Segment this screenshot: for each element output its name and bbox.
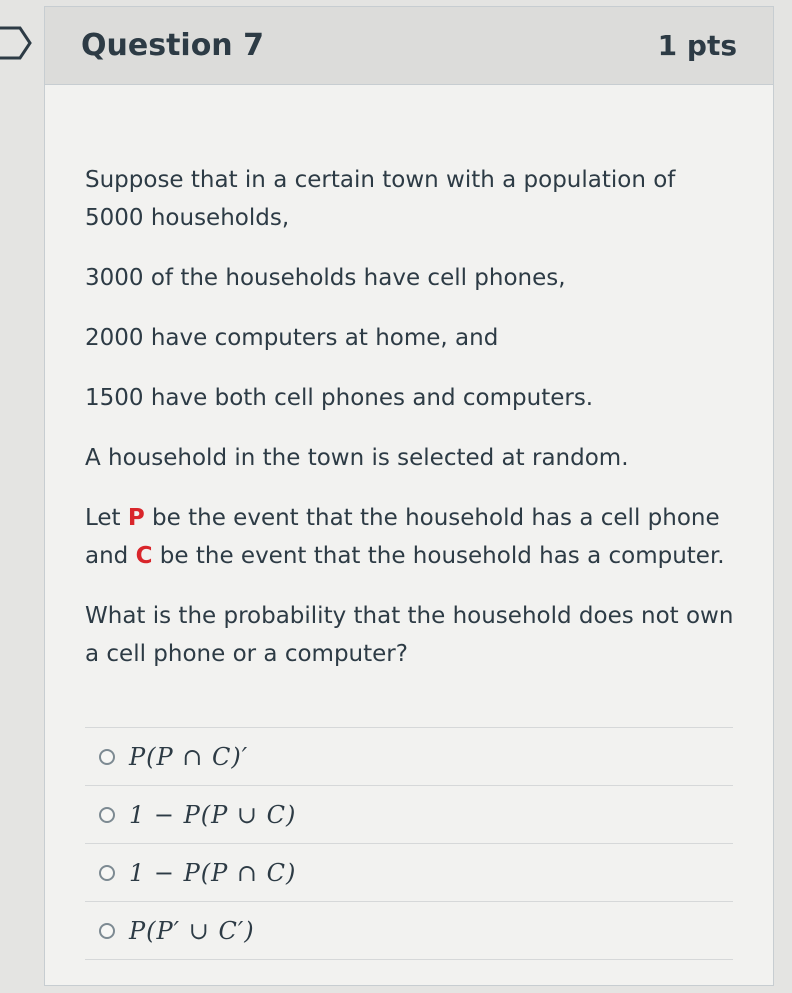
answer-option-3[interactable] <box>85 843 733 901</box>
answer-option-2[interactable] <box>85 785 733 843</box>
flag-question-icon[interactable] <box>0 24 34 62</box>
p6-part-d: be the event that the household has a computer. <box>152 543 725 569</box>
radio-unselected-icon[interactable] <box>99 865 115 881</box>
question-points: 1 pts <box>657 29 737 62</box>
question-text-p6 <box>85 499 737 575</box>
answer-list <box>85 727 733 960</box>
event-p-label: P <box>127 505 145 531</box>
question-card <box>44 6 774 986</box>
answer-label: P(P′ ∪ C′) <box>129 916 255 945</box>
radio-unselected-icon[interactable] <box>99 749 115 765</box>
question-text-p3: 2000 have computers at home, and <box>85 325 499 351</box>
answer-option-1[interactable] <box>85 727 733 785</box>
answer-label: P(P ∩ C)′ <box>129 742 249 771</box>
radio-unselected-icon[interactable] <box>99 923 115 939</box>
question-text-p1: Suppose that in a certain town with a population of 5000 households, <box>85 167 676 231</box>
question-text-p4: 1500 have both cell phones and computers. <box>85 385 594 411</box>
answer-option-4[interactable] <box>85 901 733 960</box>
question-header <box>45 7 773 85</box>
question-title: Question 7 <box>81 28 264 63</box>
answer-label: 1 − P(P ∪ C) <box>129 800 297 829</box>
event-c-label: C <box>135 543 153 569</box>
question-text-p5: A household in the town is selected at random. <box>85 445 629 471</box>
question-text-p7: What is the probability that the household does not own a cell phone or a computer? <box>85 603 734 667</box>
p6-part-b: be the event that the household has a cell phone and <box>85 505 720 569</box>
question-body <box>45 85 773 673</box>
p6-part-a: Let <box>85 505 128 531</box>
answer-label: 1 − P(P ∩ C) <box>129 858 297 887</box>
radio-unselected-icon[interactable] <box>99 807 115 823</box>
question-text-p2: 3000 of the households have cell phones, <box>85 265 566 291</box>
